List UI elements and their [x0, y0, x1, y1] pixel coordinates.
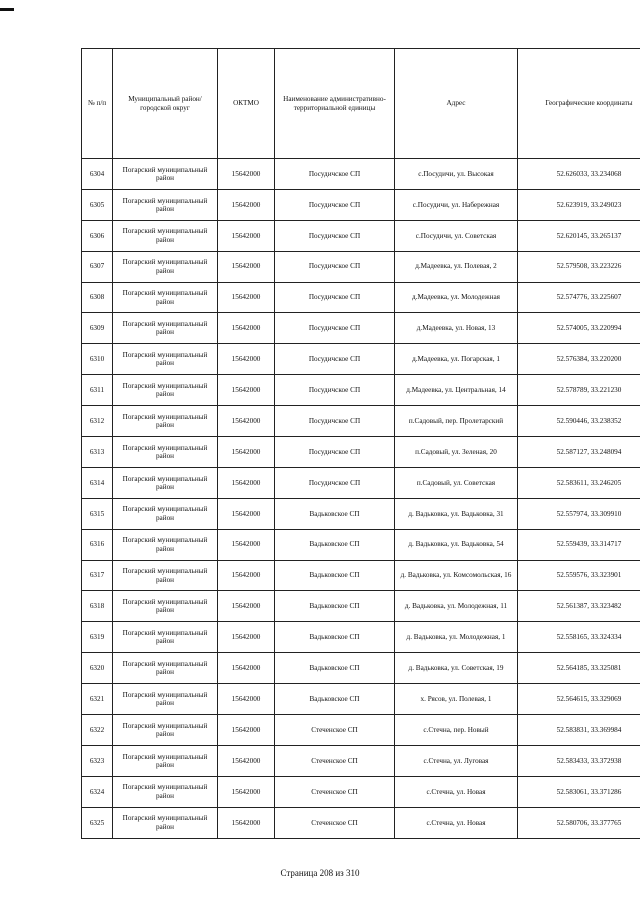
cell-admin-unit: Вадьковское СП: [275, 591, 395, 622]
cell-admin-unit: Вадьковское СП: [275, 560, 395, 591]
cell-address: д.Мадеевка, ул. Молодежная: [395, 282, 518, 313]
table-row: [82, 159, 640, 190]
header-number: № п/п: [82, 49, 113, 159]
cell-oktmo: 15642000: [218, 437, 275, 468]
cell-coordinates: 52.558165, 33.324334: [518, 622, 640, 653]
table-row: [82, 591, 640, 622]
table-row: [82, 776, 640, 807]
cell-address: с.Стечна, ул. Луговая: [395, 745, 518, 776]
cell-admin-unit: Вадьковское СП: [275, 684, 395, 715]
cell-admin-unit: Стеченское СП: [275, 715, 395, 746]
cell-admin-unit: Стеченское СП: [275, 776, 395, 807]
cell-admin-unit: Посудичское СП: [275, 467, 395, 498]
cell-admin-unit: Вадьковское СП: [275, 622, 395, 653]
table-row: [82, 498, 640, 529]
table-row: [82, 529, 640, 560]
cell-municipality: Погарский муниципальный район: [113, 807, 218, 838]
cell-number: 6306: [82, 220, 113, 251]
cell-oktmo: 15642000: [218, 313, 275, 344]
cell-municipality: Погарский муниципальный район: [113, 653, 218, 684]
cell-municipality: Погарский муниципальный район: [113, 622, 218, 653]
cell-oktmo: 15642000: [218, 220, 275, 251]
cell-number: 6322: [82, 715, 113, 746]
cell-number: 6309: [82, 313, 113, 344]
cell-coordinates: 52.590446, 33.238352: [518, 406, 640, 437]
cell-admin-unit: Посудичское СП: [275, 375, 395, 406]
cell-municipality: Погарский муниципальный район: [113, 684, 218, 715]
cell-number: 6314: [82, 467, 113, 498]
table-row: [82, 220, 640, 251]
cell-municipality: Погарский муниципальный район: [113, 220, 218, 251]
table-row: [82, 313, 640, 344]
cell-oktmo: 15642000: [218, 715, 275, 746]
registry-table: [81, 48, 640, 839]
cell-coordinates: 52.580706, 33.377765: [518, 807, 640, 838]
cell-municipality: Погарский муниципальный район: [113, 467, 218, 498]
cell-address: п.Садовый, ул. Зеленая, 20: [395, 437, 518, 468]
table-row: [82, 684, 640, 715]
cell-admin-unit: Вадьковское СП: [275, 498, 395, 529]
cell-admin-unit: Вадьковское СП: [275, 529, 395, 560]
cell-coordinates: 52.583611, 33.246205: [518, 467, 640, 498]
cell-admin-unit: Посудичское СП: [275, 282, 395, 313]
cell-address: д. Вадьковка, ул. Молодежная, 11: [395, 591, 518, 622]
cell-number: 6325: [82, 807, 113, 838]
cell-address: д.Мадеевка, ул. Погарская, 1: [395, 344, 518, 375]
table-row: [82, 467, 640, 498]
cell-number: 6311: [82, 375, 113, 406]
cell-coordinates: 52.576384, 33.220200: [518, 344, 640, 375]
cell-coordinates: 52.557974, 33.309910: [518, 498, 640, 529]
cell-municipality: Погарский муниципальный район: [113, 498, 218, 529]
cell-coordinates: 52.574005, 33.220994: [518, 313, 640, 344]
header-oktmo: ОКТМО: [218, 49, 275, 159]
cell-oktmo: 15642000: [218, 776, 275, 807]
cell-municipality: Погарский муниципальный район: [113, 437, 218, 468]
cell-number: 6324: [82, 776, 113, 807]
cell-number: 6310: [82, 344, 113, 375]
cell-admin-unit: Посудичское СП: [275, 189, 395, 220]
header-municipality: Муниципальный район/городской округ: [113, 49, 218, 159]
cell-admin-unit: Стеченское СП: [275, 807, 395, 838]
cell-municipality: Погарский муниципальный район: [113, 776, 218, 807]
cell-coordinates: 52.574776, 33.225607: [518, 282, 640, 313]
table-row: [82, 189, 640, 220]
cell-admin-unit: Вадьковское СП: [275, 653, 395, 684]
cell-municipality: Погарский муниципальный район: [113, 529, 218, 560]
table-row: [82, 406, 640, 437]
cell-municipality: Погарский муниципальный район: [113, 313, 218, 344]
cell-number: 6316: [82, 529, 113, 560]
cell-coordinates: 52.564185, 33.325081: [518, 653, 640, 684]
cell-oktmo: 15642000: [218, 622, 275, 653]
cell-oktmo: 15642000: [218, 591, 275, 622]
cell-oktmo: 15642000: [218, 344, 275, 375]
cell-address: д. Вадьковка, ул. Вадьковка, 31: [395, 498, 518, 529]
cell-municipality: Погарский муниципальный район: [113, 282, 218, 313]
cell-address: с.Стечна, пер. Новый: [395, 715, 518, 746]
cell-address: с.Посудичи, ул. Советская: [395, 220, 518, 251]
cell-address: п.Садовый, ул. Советская: [395, 467, 518, 498]
cell-number: 6305: [82, 189, 113, 220]
cell-address: д. Вадьковка, ул. Вадьковка, 54: [395, 529, 518, 560]
table-row: [82, 375, 640, 406]
cell-coordinates: 52.583831, 33.369984: [518, 715, 640, 746]
cell-coordinates: 52.561387, 33.323482: [518, 591, 640, 622]
cell-address: с.Посудичи, ул. Высокая: [395, 159, 518, 190]
cell-number: 6319: [82, 622, 113, 653]
table-row: [82, 622, 640, 653]
corner-mark: [0, 8, 14, 11]
cell-admin-unit: Посудичское СП: [275, 344, 395, 375]
table-row: [82, 282, 640, 313]
cell-address: с.Посудичи, ул. Набережная: [395, 189, 518, 220]
cell-admin-unit: Посудичское СП: [275, 313, 395, 344]
cell-number: 6313: [82, 437, 113, 468]
cell-admin-unit: Посудичское СП: [275, 437, 395, 468]
cell-coordinates: 52.559576, 33.323901: [518, 560, 640, 591]
cell-number: 6315: [82, 498, 113, 529]
cell-address: х. Рясов, ул. Полевая, 1: [395, 684, 518, 715]
cell-admin-unit: Посудичское СП: [275, 251, 395, 282]
cell-oktmo: 15642000: [218, 375, 275, 406]
cell-municipality: Погарский муниципальный район: [113, 560, 218, 591]
table-row: [82, 437, 640, 468]
cell-municipality: Погарский муниципальный район: [113, 375, 218, 406]
cell-number: 6323: [82, 745, 113, 776]
table-row: [82, 653, 640, 684]
header-admin-unit: Наименование административно-территориальной единицы: [275, 49, 395, 159]
cell-coordinates: 52.583433, 33.372938: [518, 745, 640, 776]
cell-number: 6307: [82, 251, 113, 282]
header-coordinates: Географические координаты: [518, 49, 640, 159]
cell-coordinates: 52.626033, 33.234068: [518, 159, 640, 190]
cell-municipality: Погарский муниципальный район: [113, 715, 218, 746]
table-row: [82, 251, 640, 282]
cell-address: д.Мадеевка, ул. Новая, 13: [395, 313, 518, 344]
table-row: [82, 745, 640, 776]
cell-municipality: Погарский муниципальный район: [113, 745, 218, 776]
cell-address: с.Стечна, ул. Новая: [395, 776, 518, 807]
cell-oktmo: 15642000: [218, 282, 275, 313]
cell-oktmo: 15642000: [218, 189, 275, 220]
cell-oktmo: 15642000: [218, 560, 275, 591]
cell-coordinates: 52.620145, 33.265137: [518, 220, 640, 251]
cell-oktmo: 15642000: [218, 406, 275, 437]
cell-number: 6312: [82, 406, 113, 437]
table-row: [82, 344, 640, 375]
cell-oktmo: 15642000: [218, 653, 275, 684]
cell-oktmo: 15642000: [218, 498, 275, 529]
table-body: [82, 159, 640, 839]
cell-oktmo: 15642000: [218, 467, 275, 498]
header-address: Адрес: [395, 49, 518, 159]
cell-number: 6317: [82, 560, 113, 591]
table-row: [82, 560, 640, 591]
cell-address: д.Мадеевка, ул. Полевая, 2: [395, 251, 518, 282]
cell-admin-unit: Посудичское СП: [275, 220, 395, 251]
cell-number: 6308: [82, 282, 113, 313]
cell-municipality: Погарский муниципальный район: [113, 591, 218, 622]
table-row: [82, 715, 640, 746]
cell-address: д. Вадьковка, ул. Комсомольская, 16: [395, 560, 518, 591]
cell-coordinates: 52.559439, 33.314717: [518, 529, 640, 560]
table-header-row: [82, 49, 640, 159]
cell-oktmo: 15642000: [218, 529, 275, 560]
table-row: [82, 807, 640, 838]
cell-admin-unit: Посудичское СП: [275, 159, 395, 190]
cell-coordinates: 52.564615, 33.329069: [518, 684, 640, 715]
cell-address: п.Садовый, пер. Пролетарский: [395, 406, 518, 437]
cell-number: 6320: [82, 653, 113, 684]
cell-municipality: Погарский муниципальный район: [113, 251, 218, 282]
cell-oktmo: 15642000: [218, 684, 275, 715]
cell-coordinates: 52.587127, 33.248094: [518, 437, 640, 468]
cell-admin-unit: Стеченское СП: [275, 745, 395, 776]
cell-number: 6321: [82, 684, 113, 715]
cell-oktmo: 15642000: [218, 159, 275, 190]
cell-municipality: Погарский муниципальный район: [113, 406, 218, 437]
cell-municipality: Погарский муниципальный район: [113, 189, 218, 220]
cell-address: д.Мадеевка, ул. Центральная, 14: [395, 375, 518, 406]
cell-coordinates: 52.583061, 33.371286: [518, 776, 640, 807]
cell-address: с.Стечна, ул. Новая: [395, 807, 518, 838]
page-number: Страница 208 из 310: [280, 868, 360, 878]
cell-coordinates: 52.579508, 33.223226: [518, 251, 640, 282]
cell-coordinates: 52.578789, 33.221230: [518, 375, 640, 406]
cell-number: 6318: [82, 591, 113, 622]
cell-address: д. Вадьковка, ул. Молодежная, 1: [395, 622, 518, 653]
cell-address: д. Вадьковка, ул. Советская, 19: [395, 653, 518, 684]
cell-municipality: Погарский муниципальный район: [113, 159, 218, 190]
cell-municipality: Погарский муниципальный район: [113, 344, 218, 375]
cell-oktmo: 15642000: [218, 745, 275, 776]
cell-number: 6304: [82, 159, 113, 190]
cell-admin-unit: Посудичское СП: [275, 406, 395, 437]
cell-coordinates: 52.623919, 33.249023: [518, 189, 640, 220]
cell-oktmo: 15642000: [218, 807, 275, 838]
cell-oktmo: 15642000: [218, 251, 275, 282]
